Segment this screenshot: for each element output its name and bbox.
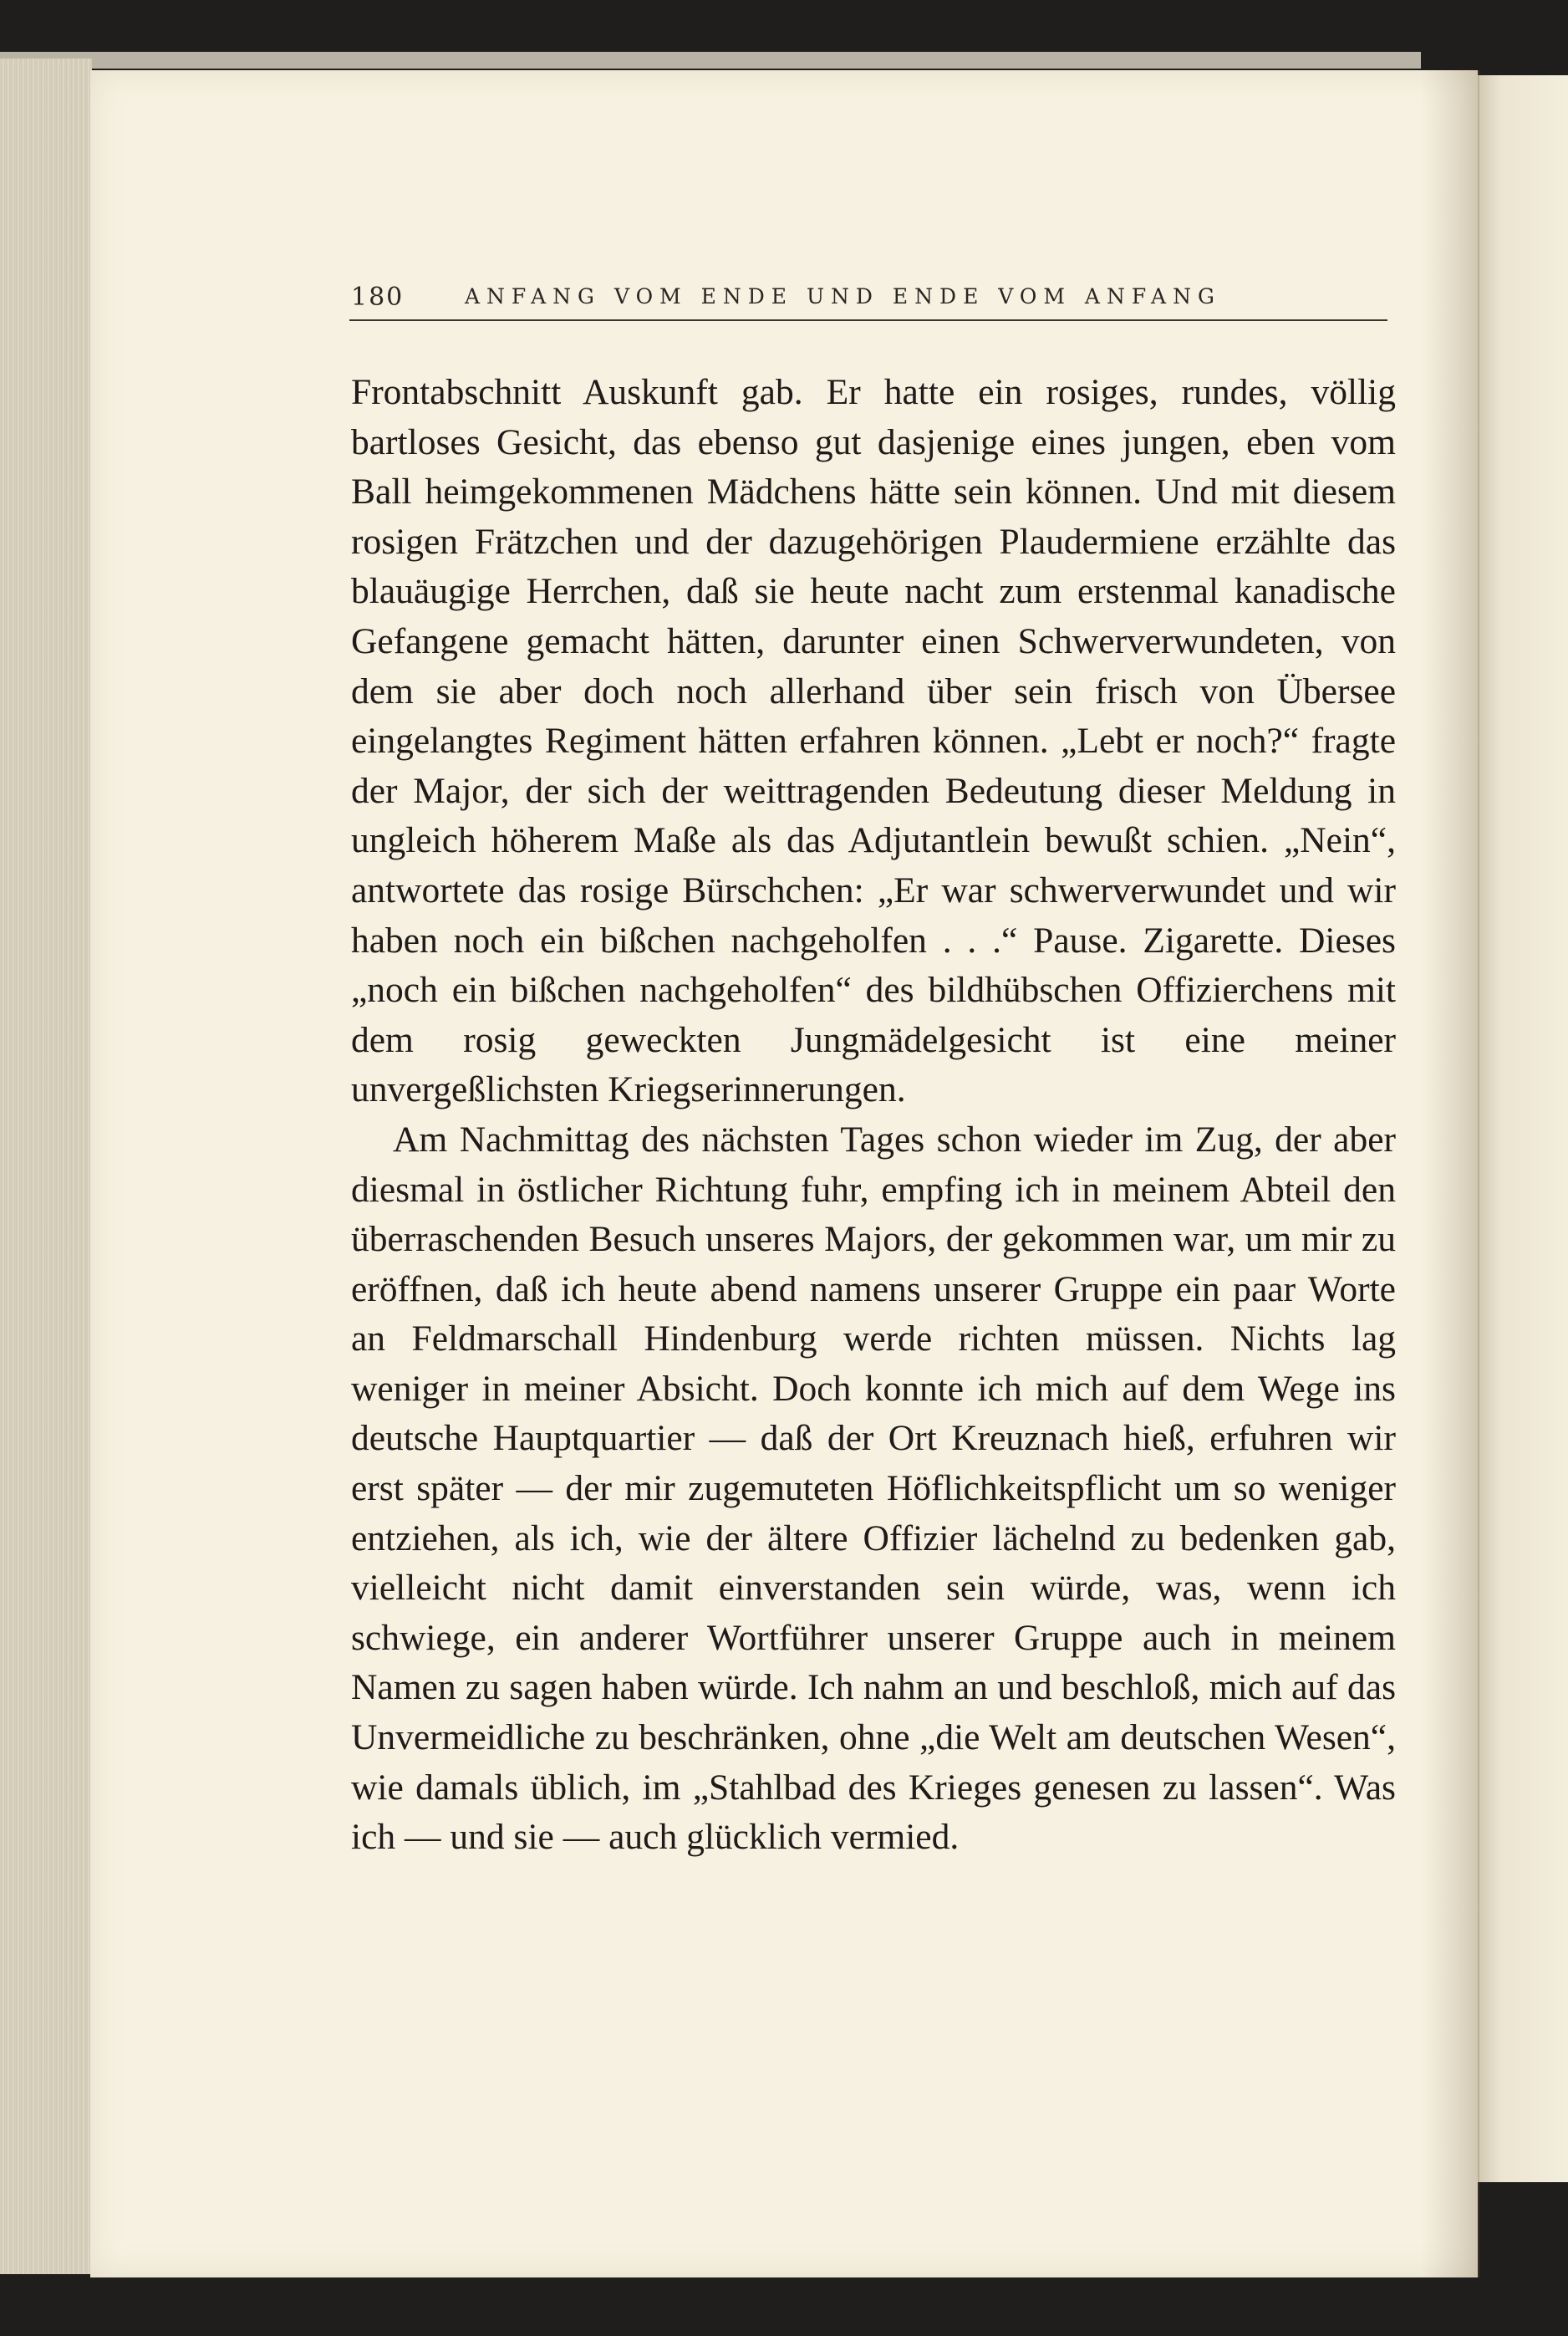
spine-shadow [1421,70,1479,2277]
book-cover-edge [0,52,1421,69]
page-header [351,283,1387,324]
paragraph: Frontabschnitt Auskunft gab. Er hatte ein rosiges, rundes, völlig bartloses Gesicht, das ebenso gut dasjenige eines jungen, eben vom Ball heimgekommenen Mädchens hätte sein können. Und mit diesem rosigen Frätzchen und der dazugehörigen Plaudermiene erzählte das blauäugige Herrchen, daß sie heute nacht zum erstenmal kanadische Gefangene gemacht hätten, darunter einen Schwerverwundeten, von dem sie aber doch noch allerhand über sein frisch von Übersee eingelangtes Regiment hätten erfahren können. „Lebt er noch?“ fragte der Major, der sich der weittragenden Bedeutung dieser Meldung in ungleich höherem Maße als das Adjutantlein bewußt schien. „Nein“, antwortete das rosige Bürschchen: „Er war schwerverwundet und wir haben noch ein bißchen nachgeholfen . . .“ Pause. Zigarette. Dieses „noch ein bißchen nachgeholfen“ des bildhübschen Offizierchens mit dem rosig geweckten Jungmädelgesicht ist eine meiner unvergeßlichsten Kriegserinnerungen. [351,372,1396,1110]
facing-page-edge [1476,75,1568,2182]
header-rule [349,319,1387,321]
running-title: ANFANG VOM ENDE UND ENDE VOM ANFANG [465,284,1221,309]
paragraph: Am Nachmittag des nächsten Tages schon wieder im Zug, der aber diesmal in östlicher Richtung fuhr, empfing ich in meinem Abteil den überraschenden Besuch unseres Majors, der gekommen war, um mir zu eröffnen, daß ich heute abend namens unserer Gruppe ein paar Worte an Feldmarschall Hindenburg werde richten müssen. Nichts lag weniger in meiner Absicht. Doch konnte ich mich auf dem Wege ins deutsche Hauptquartier — daß der Ort Kreuznach hieß, erfuhren wir erst später — der mir zugemuteten Höflichkeitspflicht um so weniger entziehen, als ich, wie der ältere Offizier lächelnd zu bedenken gab, vielleicht nicht damit einverstanden sein würde, was, wenn ich schwiege, ein anderer Wortführer unserer Gruppe auch in meinem Namen zu sagen haben würde. Ich nahm an und beschloß, mich auf das Unvermeidliche zu beschränken, ohne „die Welt am deutschen Wesen“, wie damals üblich, im „Stahlbad des Krieges genesen zu lassen“. Was ich — und sie — auch glücklich vermied. [351,1119,1396,1858]
page-number: 180 [351,283,405,312]
body-text [351,368,1396,1863]
page-stack-edge [0,59,92,2274]
